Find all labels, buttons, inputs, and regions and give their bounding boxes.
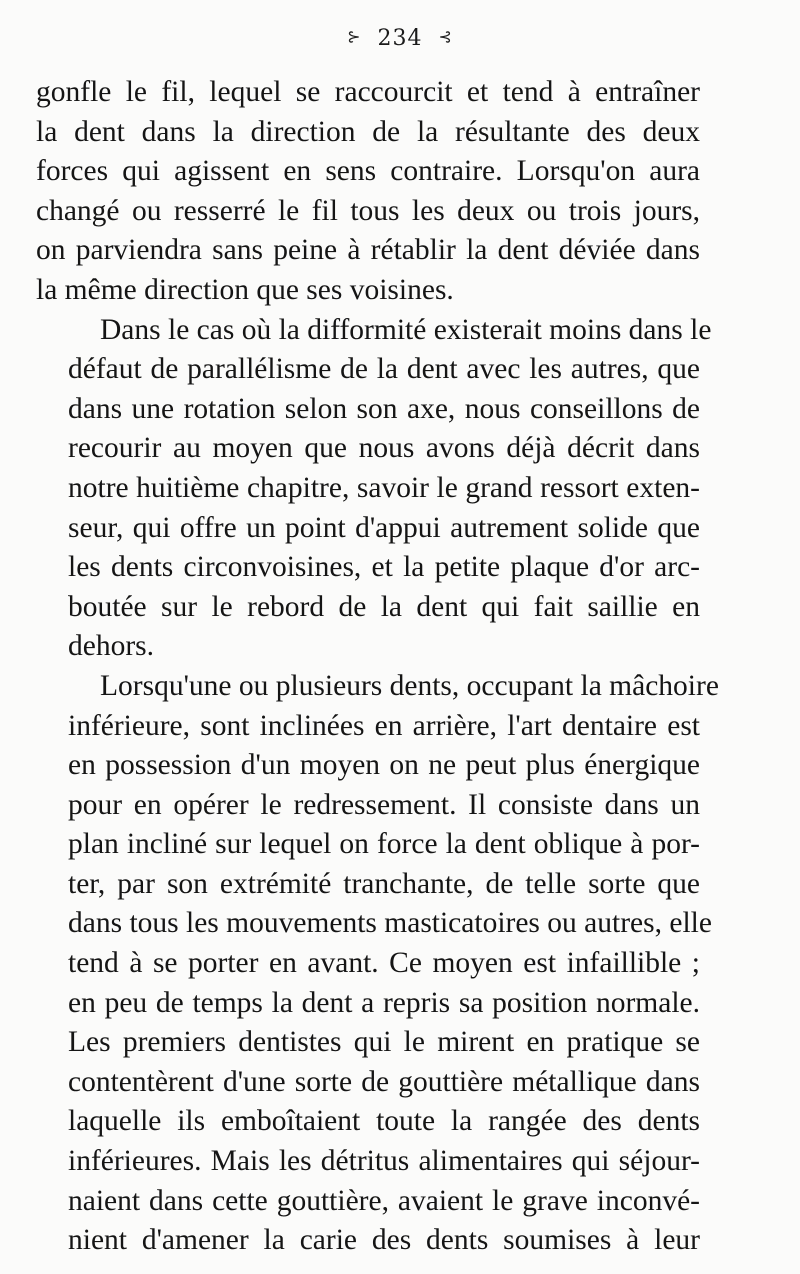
text-line: Lorsqu'une ou plusieurs dents, occupant la mâchoire xyxy=(100,669,719,702)
text-line: Les premiers dentistes qui le mirent en pratique se xyxy=(68,1026,700,1059)
text-line: dans une rotation selon son axe, nous conseillons de xyxy=(68,392,700,425)
text-line: plan incliné sur lequel on force la dent oblique à por- xyxy=(68,828,700,861)
text-line: on parviendra sans peine à rétablir la dent déviée dans xyxy=(36,234,700,267)
text-line: défaut de parallélisme de la dent avec les autres, que xyxy=(68,353,700,386)
text-line: inférieure, sont inclinées en arrière, l'art dentaire est xyxy=(68,709,700,742)
text-line: forces qui agissent en sens contraire. Lorsqu'on aura xyxy=(36,155,700,188)
text-line: tend à se porter en avant. Ce moyen est infaillible ; xyxy=(68,947,700,980)
text-line: recourir au moyen que nous avons déjà décrit dans xyxy=(68,432,700,465)
text-line: Dans le cas où la difformité existerait moins dans le xyxy=(100,313,712,346)
body-text xyxy=(36,73,719,1261)
text-line: en possession d'un moyen on ne peut plus énergique xyxy=(68,749,700,782)
text-line: boutée sur le rebord de la dent qui fait saillie en xyxy=(68,590,700,623)
text-line: gonfle le fil, lequel se raccourcit et tend à entraîner xyxy=(36,76,700,108)
text-line: la dent dans la direction de la résultante des deux xyxy=(36,115,700,148)
text-line: contentèrent d'une sorte de gouttière métallique dans xyxy=(68,1065,700,1098)
ornament-right-icon: ⊰ xyxy=(438,27,453,46)
text-line: notre huitième chapitre, savoir le grand ressort exten- xyxy=(68,471,700,504)
paragraph-1 xyxy=(36,73,700,311)
text-line: naient dans cette gouttière, avaient le grave inconvé- xyxy=(68,1184,700,1217)
text-line: pour en opérer le redressement. Il consiste dans un xyxy=(68,788,700,821)
text-line: inférieures. Mais les détritus alimentaires qui séjour- xyxy=(68,1145,700,1178)
ornament-left-icon: ⊱ xyxy=(347,27,362,46)
text-line: changé ou resserré le fil tous les deux ou trois jours, xyxy=(36,194,700,227)
text-line: laquelle ils emboîtaient toute la rangée des dents xyxy=(68,1105,700,1138)
text-line: la même direction que ses voisines. xyxy=(36,273,454,306)
text-line: en peu de temps la dent a repris sa position normale. xyxy=(68,986,700,1019)
text-line: ter, par son extrémité tranchante, de telle sorte que xyxy=(68,867,700,900)
text-line: les dents circonvoisines, et la petite plaque d'or arc- xyxy=(68,551,700,584)
paragraph-2 xyxy=(36,311,712,667)
paragraph-3 xyxy=(36,667,719,1261)
text-line: dans tous les mouvements masticatoires ou autres, elle xyxy=(68,907,712,940)
page-number: 234 xyxy=(377,26,423,51)
page-header xyxy=(0,26,800,51)
text-line: dehors. xyxy=(68,630,155,663)
text-line: nient d'amener la carie des dents soumises à leur xyxy=(68,1224,700,1257)
text-line: seur, qui offre un point d'appui autrement solide que xyxy=(68,511,700,544)
